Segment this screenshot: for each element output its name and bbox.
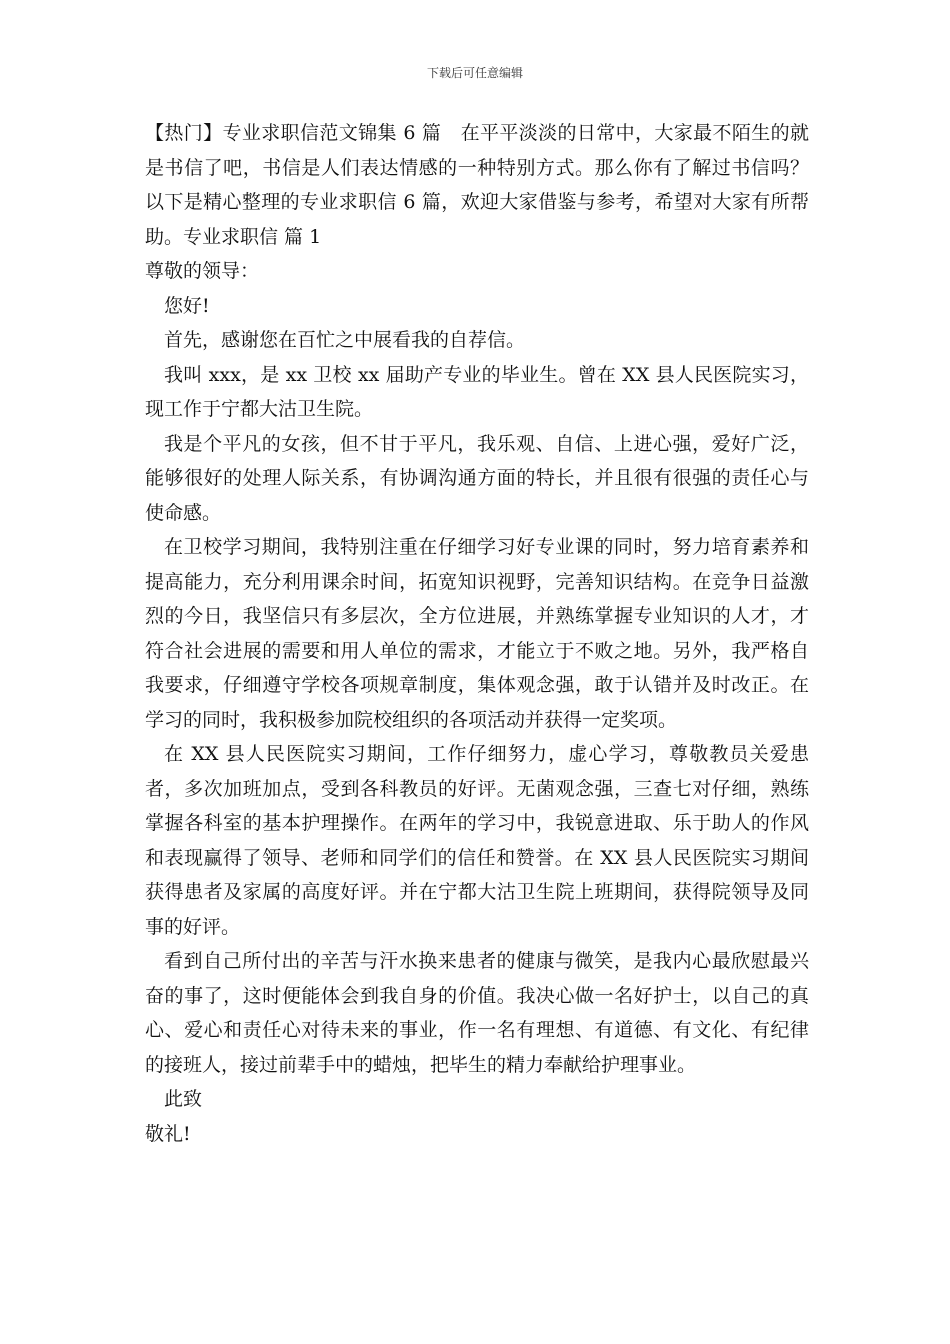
closing-line-1: 此致: [164, 1088, 203, 1110]
body-paragraph-2: 我叫 xxx，是 xx 卫校 xx 届助产专业的毕业生。曾在 XX 县人民医院实习，现工作于宁都大沽卫生院。: [145, 363, 809, 420]
page-header-note: 下载后可任意编辑: [426, 66, 523, 80]
body-paragraph-4: 在卫校学习期间，我特别注重在仔细学习好专业课的同时，努力培育素养和提高能力，充分利用课余时间，拓宽知识视野，完善知识结构。在竞争日益激烈的今日，我坚信只有多层次，全方位进展，并熟练掌握专业知识的人才，才符合社会进展的需要和用人单位的需求，才能立于不败之地。另外，我严格自我要求，仔细遵守学校各项规章制度，集体观念强，敢于认错并及时改正。在学习的同时，我积极参加院校组织的各项活动并获得一定奖项。: [145, 536, 809, 731]
salutation: 尊敬的领导：: [145, 260, 260, 282]
body-paragraph-6: 看到自己所付出的辛苦与汗水换来患者的健康与微笑，是我内心最欣慰最兴奋的事了，这时便能体会到我自身的价值。我决心做一名好护士，以自己的真心、爱心和责任心对待未来的事业，作一名有理想、有道德、有文化、有纪律的接班人，接过前辈手中的蜡烛，把毕生的精力奉献给护理事业。: [145, 950, 809, 1076]
closing-line-2: 敬礼!: [145, 1122, 191, 1145]
body-paragraph-1: 首先，感谢您在百忙之中展看我的自荐信。: [164, 329, 526, 351]
greeting: 您好!: [164, 294, 210, 317]
letter-body: [145, 116, 809, 1151]
body-paragraph-3: 我是个平凡的女孩，但不甘于平凡，我乐观、自信、上进心强，爱好广泛，能够很好的处理人际关系，有协调沟通方面的特长，并且很有很强的责任心与使命感。: [145, 432, 809, 524]
body-paragraph-5: 在 XX 县人民医院实习期间，工作仔细努力，虚心学习，尊敬教员关爱患者，多次加班加点，受到各科教员的好评。无菌观念强，三查七对仔细，熟练掌握各科室的基本护理操作。在两年的学习中，我锐意进取、乐于助人的作风和表现赢得了领导、老师和同学们的信任和赞誉。在 XX 县人民医院实习期间获得患者及家属的高度好评。并在宁都大沽卫生院上班期间，获得院领导及同事的好评。: [145, 743, 809, 938]
intro-paragraph: 【热门】专业求职信范文锦集 6 篇 在平平淡淡的日常中，大家最不陌生的就是书信了吧，书信是人们表达情感的一种特别方式。那么你有了解过书信吗？以下是精心整理的专业求职信 6 篇，欢迎大家借鉴与参考，希望对大家有所帮助。专业求职信 篇 1: [145, 122, 809, 248]
